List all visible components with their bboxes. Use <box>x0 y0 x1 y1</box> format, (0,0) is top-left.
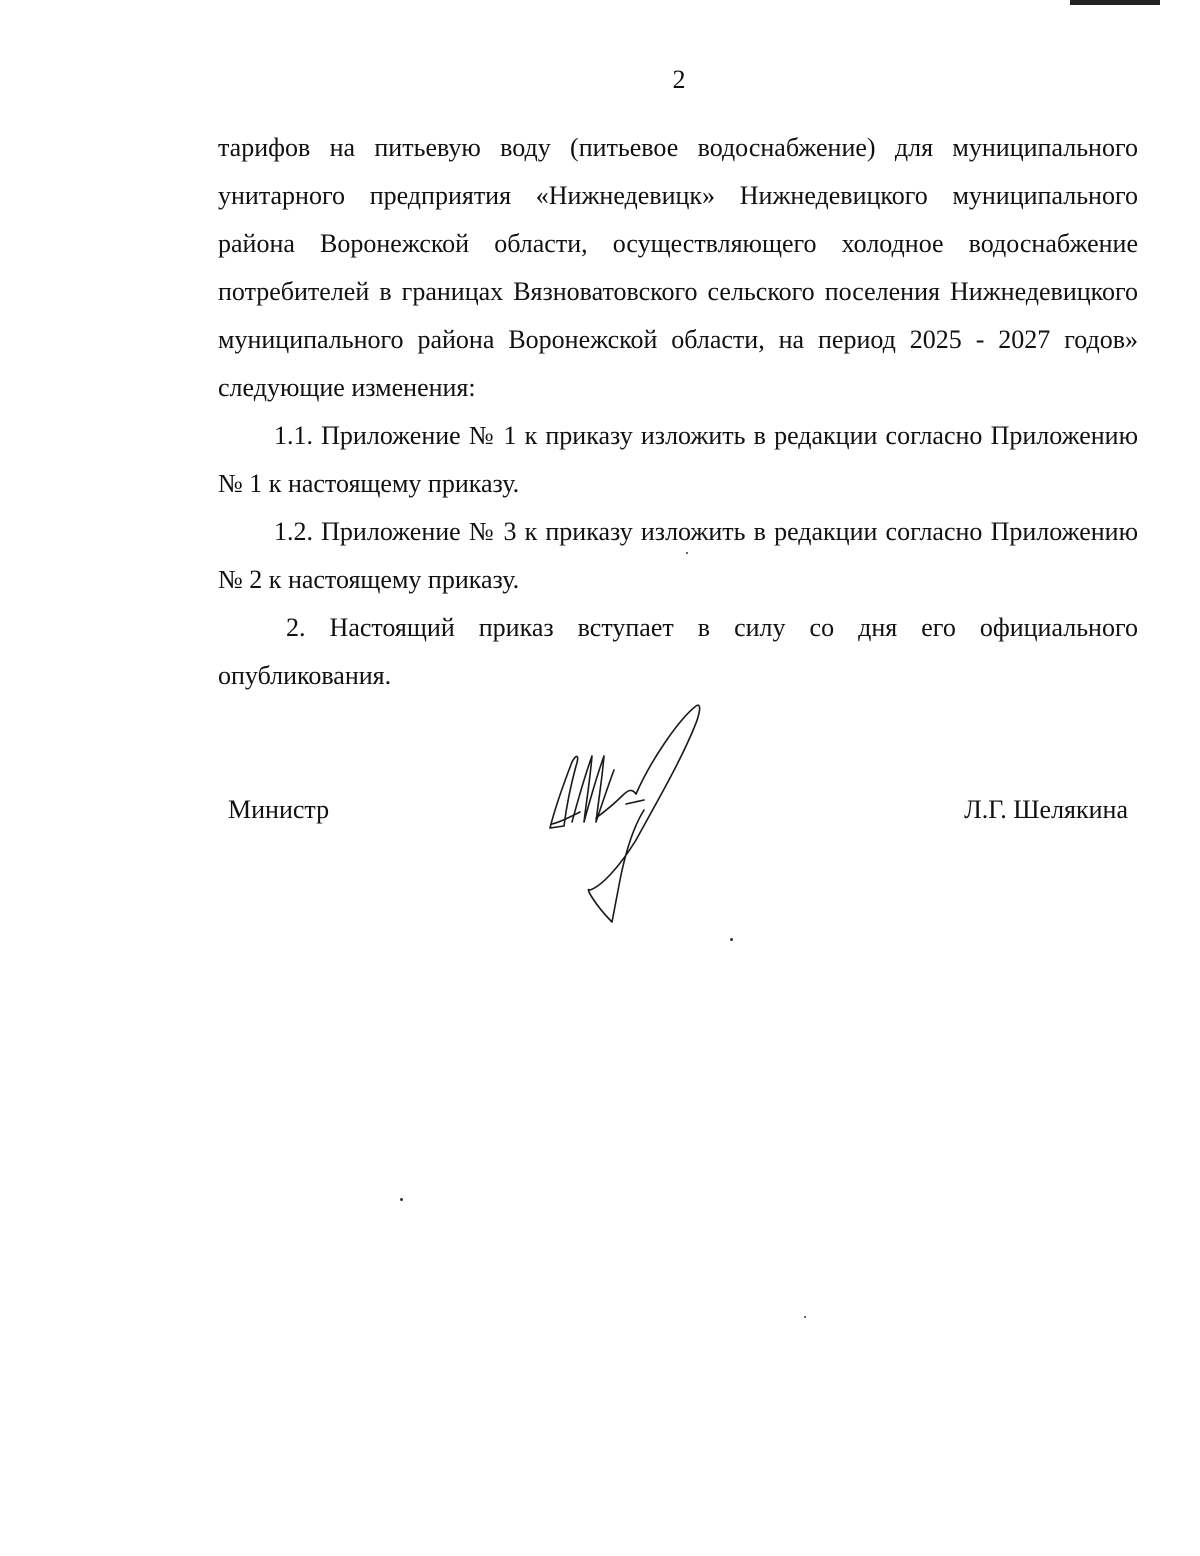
document-body <box>218 124 1138 700</box>
paragraph-continuation: тарифов на питьевую воду (питьевое водоснабжение) для муниципального унитарного предприятия «Нижнедевицк» Нижнедевицкого муниципального района Воронежской области, осуществляющего холодное водоснабжение потребителей в границах Вязноватовского сельского поселения Нижнедевицкого муниципального района Воронежской области, на период 2025 - 2027 годов» следующие изменения: <box>218 133 1138 402</box>
item-1-1: 1.1. Приложение № 1 к приказу изложить в редакции согласно Приложению № 1 к настоящему приказу. <box>218 421 1138 498</box>
item-1-2: 1.2. Приложение № 3 к приказу изложить в редакции согласно Приложению № 2 к настоящему приказу. <box>218 517 1138 594</box>
signatory-name: Л.Г. Шелякина <box>964 795 1128 824</box>
scan-speck <box>686 552 688 554</box>
signature-block <box>0 790 1200 930</box>
signatory-title: Министр <box>228 795 330 824</box>
scan-speck <box>804 1316 806 1318</box>
scan-speck <box>730 938 733 941</box>
scan-edge-mark <box>1070 0 1160 5</box>
item-2: 2. Настоящий приказ вступает в силу со дня его официального опубликования. <box>218 613 1138 690</box>
page-number: 2 <box>672 65 686 94</box>
scan-speck <box>400 1198 403 1201</box>
